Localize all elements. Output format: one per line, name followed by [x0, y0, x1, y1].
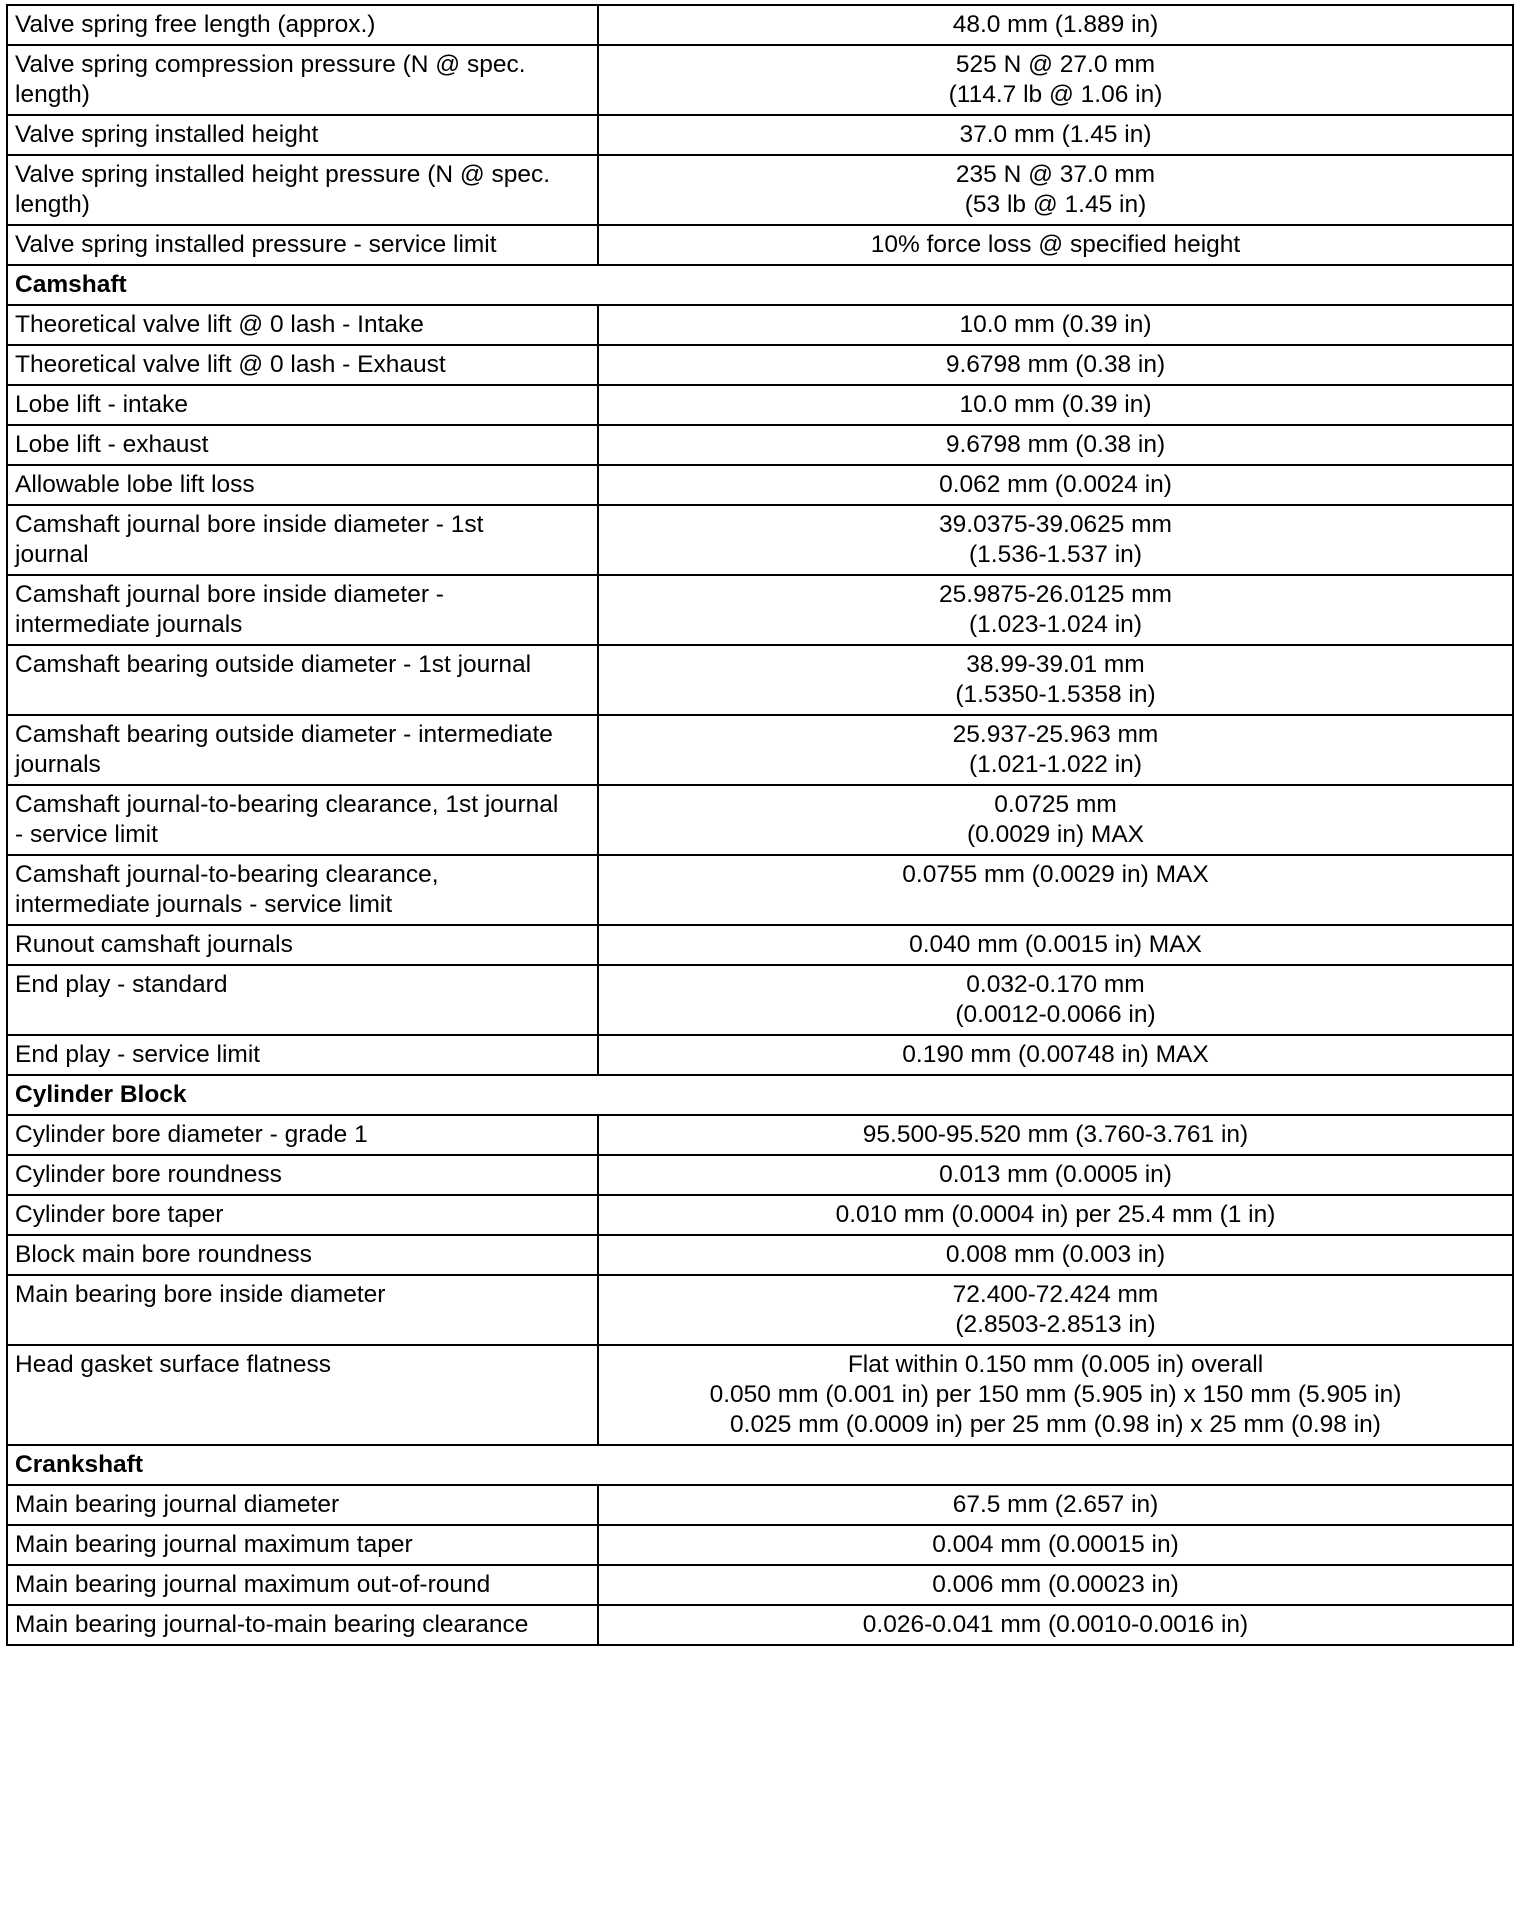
spec-label: End play - standard: [15, 971, 228, 998]
spec-label: Main bearing journal maximum taper: [15, 1531, 413, 1558]
spec-value: (114.7 lb @ 1.06 in): [948, 81, 1163, 108]
spec-label-cell: [7, 1195, 598, 1235]
spec-row: [7, 1235, 1513, 1275]
spec-row: [7, 1485, 1513, 1525]
spec-label-cell: [7, 1115, 598, 1155]
section-header-row: [7, 1445, 1513, 1485]
spec-value-cell: [598, 1485, 1513, 1525]
spec-value-cell: [598, 1565, 1513, 1605]
specification-table-body: [7, 5, 1513, 1645]
spec-value: 39.0375-39.0625 mm: [939, 511, 1172, 538]
spec-label: intermediate journals - service limit: [15, 891, 393, 918]
spec-value: (1.021-1.022 in): [969, 751, 1142, 778]
spec-label: Valve spring installed pressure - service limit: [15, 231, 497, 258]
spec-value-cell: [598, 5, 1513, 45]
spec-label: Allowable lobe lift loss: [15, 471, 255, 498]
spec-value-cell: [598, 155, 1513, 225]
spec-row: [7, 1605, 1513, 1645]
spec-label-cell: [7, 1235, 598, 1275]
spec-value: (1.5350-1.5358 in): [955, 681, 1156, 708]
spec-value-cell: [598, 115, 1513, 155]
spec-label-cell: [7, 465, 598, 505]
spec-row: [7, 1115, 1513, 1155]
spec-row: [7, 1565, 1513, 1605]
spec-label: Camshaft bearing outside diameter - 1st journal: [15, 651, 532, 678]
spec-value: 0.013 mm (0.0005 in): [939, 1161, 1172, 1188]
spec-row: [7, 1525, 1513, 1565]
spec-value-cell: [598, 1605, 1513, 1645]
spec-label-cell: [7, 305, 598, 345]
spec-value: (1.023-1.024 in): [969, 611, 1142, 638]
spec-value: 25.9875-26.0125 mm: [939, 581, 1172, 608]
spec-row: [7, 785, 1513, 855]
spec-value: 0.032-0.170 mm: [966, 971, 1145, 998]
spec-value-cell: [598, 345, 1513, 385]
spec-value: 0.010 mm (0.0004 in) per 25.4 mm (1 in): [835, 1201, 1276, 1228]
spec-label: Camshaft journal-to-bearing clearance,: [15, 861, 439, 888]
spec-label-cell: [7, 1605, 598, 1645]
spec-label-cell: [7, 1565, 598, 1605]
spec-value: (0.0029 in) MAX: [966, 821, 1145, 848]
spec-row: [7, 155, 1513, 225]
spec-label: Main bearing journal-to-main bearing clearance: [15, 1611, 529, 1638]
spec-value-cell: [598, 1195, 1513, 1235]
spec-label: - service limit: [15, 821, 158, 848]
section-header-row: [7, 1075, 1513, 1115]
spec-value: 9.6798 mm (0.38 in): [945, 351, 1166, 378]
spec-value-cell: [598, 305, 1513, 345]
spec-row: [7, 575, 1513, 645]
spec-row: [7, 1195, 1513, 1235]
spec-label-cell: [7, 225, 598, 265]
spec-label: Camshaft journal bore inside diameter -: [15, 581, 444, 608]
section-header-row: [7, 265, 1513, 305]
spec-label-cell: [7, 575, 598, 645]
spec-row: [7, 1345, 1513, 1445]
spec-label-cell: [7, 1485, 598, 1525]
spec-label-cell: [7, 925, 598, 965]
spec-row: [7, 305, 1513, 345]
spec-value: (2.8503-2.8513 in): [955, 1311, 1156, 1338]
spec-label: Main bearing journal diameter: [15, 1491, 340, 1518]
spec-value-cell: [598, 785, 1513, 855]
spec-value: 10.0 mm (0.39 in): [959, 391, 1152, 418]
spec-value-cell: [598, 1275, 1513, 1345]
spec-value: 0.190 mm (0.00748 in) MAX: [902, 1041, 1209, 1068]
spec-label-cell: [7, 785, 598, 855]
specification-table: [6, 4, 1514, 1646]
spec-row: [7, 345, 1513, 385]
spec-value: 25.937-25.963 mm: [952, 721, 1159, 748]
spec-label-cell: [7, 385, 598, 425]
spec-value: 0.062 mm (0.0024 in): [939, 471, 1172, 498]
spec-value-cell: [598, 1155, 1513, 1195]
spec-value-cell: [598, 925, 1513, 965]
spec-value: 0.026-0.041 mm (0.0010-0.0016 in): [862, 1611, 1249, 1638]
spec-label: Main bearing journal maximum out-of-round: [15, 1571, 491, 1598]
spec-value-cell: [598, 385, 1513, 425]
spec-label: Lobe lift - intake: [15, 391, 188, 418]
spec-value: 67.5 mm (2.657 in): [952, 1491, 1159, 1518]
spec-label: Valve spring installed height pressure (N @ spec.: [15, 161, 551, 188]
spec-value: 0.040 mm (0.0015 in) MAX: [909, 931, 1202, 958]
spec-value-cell: [598, 1035, 1513, 1075]
spec-label-cell: [7, 1275, 598, 1345]
spec-row: [7, 855, 1513, 925]
spec-value: (1.536-1.537 in): [969, 541, 1142, 568]
spec-value: 10.0 mm (0.39 in): [959, 311, 1152, 338]
spec-label: Cylinder bore diameter - grade 1: [15, 1121, 368, 1148]
spec-value: 0.008 mm (0.003 in): [945, 1241, 1166, 1268]
spec-value: 0.004 mm (0.00015 in): [932, 1531, 1179, 1558]
spec-label: Cylinder bore roundness: [15, 1161, 282, 1188]
spec-value: 95.500-95.520 mm (3.760-3.761 in): [862, 1121, 1249, 1148]
spec-label-cell: [7, 155, 598, 225]
spec-label: Camshaft bearing outside diameter - intermediate: [15, 721, 553, 748]
spec-value: 0.025 mm (0.0009 in) per 25 mm (0.98 in) x 25 mm (0.98 in): [730, 1411, 1381, 1438]
spec-row: [7, 425, 1513, 465]
spec-value-cell: [598, 715, 1513, 785]
spec-row: [7, 45, 1513, 115]
spec-value: 0.050 mm (0.001 in) per 150 mm (5.905 in) x 150 mm (5.905 in): [709, 1381, 1402, 1408]
spec-label-cell: [7, 425, 598, 465]
spec-label-cell: [7, 1525, 598, 1565]
spec-label: Camshaft journal-to-bearing clearance, 1st journal: [15, 791, 559, 818]
spec-label: End play - service limit: [15, 1041, 261, 1068]
spec-value-cell: [598, 965, 1513, 1035]
spec-value: 37.0 mm (1.45 in): [959, 121, 1152, 148]
section-title: Camshaft: [7, 265, 1513, 305]
spec-label: Theoretical valve lift @ 0 lash - Exhaust: [15, 351, 446, 378]
spec-value: Flat within 0.150 mm (0.005 in) overall: [847, 1351, 1264, 1378]
spec-label-cell: [7, 645, 598, 715]
spec-label: journals: [15, 751, 101, 778]
spec-label: Theoretical valve lift @ 0 lash - Intake: [15, 311, 424, 338]
spec-row: [7, 965, 1513, 1035]
spec-label-cell: [7, 1345, 598, 1445]
spec-row: [7, 115, 1513, 155]
spec-value-cell: [598, 225, 1513, 265]
spec-label: length): [15, 81, 90, 108]
spec-row: [7, 645, 1513, 715]
spec-value-cell: [598, 1235, 1513, 1275]
spec-label: Camshaft journal bore inside diameter - 1st: [15, 511, 484, 538]
spec-label-cell: [7, 1155, 598, 1195]
spec-label-cell: [7, 505, 598, 575]
spec-label: Block main bore roundness: [15, 1241, 312, 1268]
spec-row: [7, 5, 1513, 45]
spec-row: [7, 1275, 1513, 1345]
spec-label-cell: [7, 45, 598, 115]
spec-value-cell: [598, 855, 1513, 925]
spec-label: Cylinder bore taper: [15, 1201, 224, 1228]
spec-label-cell: [7, 715, 598, 785]
spec-label: Runout camshaft journals: [15, 931, 293, 958]
section-title: Crankshaft: [7, 1445, 1513, 1485]
spec-value: 38.99-39.01 mm: [966, 651, 1145, 678]
spec-row: [7, 505, 1513, 575]
spec-value: 48.0 mm (1.889 in): [952, 11, 1159, 38]
spec-label-cell: [7, 965, 598, 1035]
spec-label: intermediate journals: [15, 611, 243, 638]
spec-value: 10% force loss @ specified height: [870, 231, 1241, 258]
spec-row: [7, 1035, 1513, 1075]
spec-value: 235 N @ 37.0 mm: [955, 161, 1156, 188]
spec-label-cell: [7, 855, 598, 925]
spec-row: [7, 225, 1513, 265]
spec-value-cell: [598, 505, 1513, 575]
spec-value-cell: [598, 1345, 1513, 1445]
spec-label-cell: [7, 1035, 598, 1075]
spec-row: [7, 385, 1513, 425]
spec-value-cell: [598, 465, 1513, 505]
spec-value: 0.0755 mm (0.0029 in) MAX: [902, 861, 1209, 888]
spec-value: (53 lb @ 1.45 in): [964, 191, 1147, 218]
spec-value: 9.6798 mm (0.38 in): [945, 431, 1166, 458]
spec-label: journal: [15, 541, 89, 568]
spec-row: [7, 925, 1513, 965]
spec-value-cell: [598, 1115, 1513, 1155]
spec-label: Valve spring compression pressure (N @ spec.: [15, 51, 526, 78]
spec-row: [7, 1155, 1513, 1195]
spec-value: 0.006 mm (0.00023 in): [932, 1571, 1179, 1598]
spec-label: length): [15, 191, 90, 218]
spec-label-cell: [7, 115, 598, 155]
spec-value-cell: [598, 1525, 1513, 1565]
spec-label-cell: [7, 345, 598, 385]
spec-label: Head gasket surface flatness: [15, 1351, 331, 1378]
spec-value: 525 N @ 27.0 mm: [955, 51, 1156, 78]
spec-value-cell: [598, 425, 1513, 465]
spec-label-cell: [7, 5, 598, 45]
section-title: Cylinder Block: [7, 1075, 1513, 1115]
spec-value: 72.400-72.424 mm: [952, 1281, 1159, 1308]
spec-value-cell: [598, 645, 1513, 715]
spec-label: Valve spring installed height: [15, 121, 319, 148]
spec-value-cell: [598, 575, 1513, 645]
spec-row: [7, 465, 1513, 505]
spec-value: 0.0725 mm: [994, 791, 1117, 818]
spec-value-cell: [598, 45, 1513, 115]
spec-label: Main bearing bore inside diameter: [15, 1281, 386, 1308]
spec-row: [7, 715, 1513, 785]
spec-label: Lobe lift - exhaust: [15, 431, 209, 458]
spec-value: (0.0012-0.0066 in): [955, 1001, 1156, 1028]
spec-label: Valve spring free length (approx.): [15, 11, 376, 38]
